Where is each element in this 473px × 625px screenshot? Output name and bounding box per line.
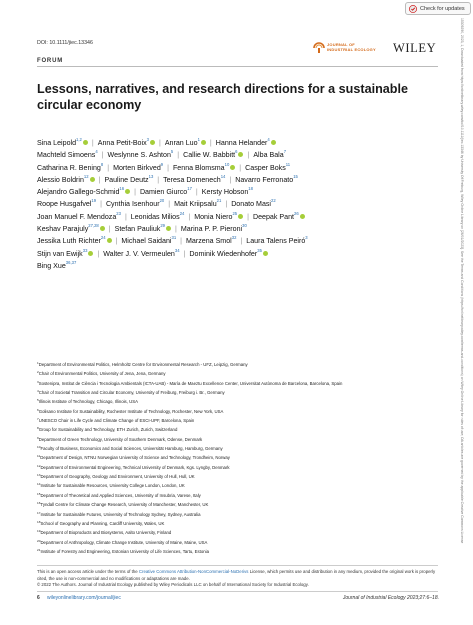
author-name: Stijn van Ewijk: [37, 249, 83, 258]
author-separator: |: [175, 225, 177, 234]
author[interactable]: [37, 161, 104, 172]
author[interactable]: [165, 139, 206, 147]
author-affiliation-ref[interactable]: 31: [171, 235, 177, 241]
author-name: Navarro Ferronato: [235, 175, 294, 184]
author-name: Joan Manuel F. Mendoza: [37, 212, 117, 221]
author-affiliation-ref[interactable]: 35: [257, 247, 262, 253]
affiliation-text: Tyndall Centre for Climate Change Research, University of Manchester, Manchester, UK: [40, 502, 209, 508]
journal-logo-icon: [313, 42, 325, 54]
author-name: Alejandro Gallego-Schmid: [37, 188, 120, 197]
license-text-after: License, which permits use and distribution in any medium, provided the original work is properly cited, the use is non-commercial and no modifications or adaptations are made.: [37, 569, 436, 581]
page-number: 6: [37, 595, 40, 601]
affiliation-number: 1: [37, 361, 39, 365]
author[interactable]: [104, 173, 154, 184]
affiliation-list: [37, 360, 442, 556]
author[interactable]: [103, 247, 180, 258]
author-line: [37, 174, 442, 186]
affiliation-item: [37, 538, 442, 547]
author-affiliation-ref[interactable]: 3: [305, 235, 308, 241]
affiliation-number: 7: [37, 417, 39, 422]
author-affiliation-ref[interactable]: 3: [146, 137, 149, 142]
author[interactable]: [37, 151, 98, 159]
author[interactable]: [202, 188, 253, 196]
author[interactable]: [181, 225, 247, 233]
author-affiliation-ref[interactable]: 17: [187, 186, 192, 192]
author[interactable]: [252, 210, 305, 221]
author-line: [37, 223, 442, 235]
author-name: Weslynne S. Ashton: [107, 151, 171, 160]
download-side-note: [458, 16, 466, 616]
author-separator: |: [180, 237, 182, 246]
affiliation-item: [37, 407, 442, 416]
author-affiliation-ref[interactable]: 24: [179, 210, 185, 216]
affiliation-item: [37, 500, 442, 509]
affiliation-text: Department of Anthropology, Climate Change Institute, University of Maine, Maine, USA: [40, 539, 208, 545]
author-affiliation-ref[interactable]: 29: [160, 223, 166, 229]
author-name: Alessio Boldrin: [37, 175, 84, 184]
author[interactable]: [235, 173, 298, 184]
journal-citation: Journal of Industrial Ecology 2023;27:6–18.: [342, 595, 439, 601]
author-separator: |: [100, 200, 102, 209]
author-separator: |: [91, 139, 94, 147]
author[interactable]: [98, 139, 155, 147]
author-affiliation-ref[interactable]: 9: [160, 161, 164, 167]
author[interactable]: [37, 259, 77, 270]
affiliation-text: Sostenipra, Institut de Ciència i Tecnologia Ambientals (ICTA-UAB) - María de Maeztu Excellence Center, Universitat Autònoma de Barcelona, Barcelona, Spain: [38, 380, 343, 386]
crossmark-icon: [409, 5, 417, 13]
author[interactable]: [37, 247, 93, 258]
author[interactable]: [113, 161, 164, 172]
affiliation-number: 12: [37, 463, 41, 468]
affiliation-text: Department of Design, NTNU Norwegian University of Science and Technology, Trondheim, Norway: [40, 455, 230, 461]
affiliation-text: Chair of Environmental Politics, University of Jena, Jena, Germany: [38, 371, 166, 377]
affiliation-number: 14: [37, 482, 41, 487]
author-name: Donato Masi: [231, 200, 272, 209]
author-name: Sina Leipold: [37, 139, 77, 147]
affiliation-number: 17: [37, 510, 41, 515]
affiliation-text: Department of Bioproducts and Biosystems, Aalto University, Finland: [40, 530, 172, 536]
orcid-icon[interactable]: [100, 226, 105, 231]
author-separator: |: [134, 188, 136, 197]
author[interactable]: [183, 151, 243, 159]
affiliation-item: [37, 379, 442, 388]
author[interactable]: [216, 139, 276, 147]
license-notice: [37, 569, 439, 589]
author-name: Callie W. Babbitt: [183, 151, 236, 160]
footer-divider: [37, 591, 438, 592]
affiliation-item: [37, 360, 442, 369]
author-name: Marzena Smol: [186, 237, 232, 246]
author[interactable]: [189, 247, 268, 258]
author-separator: |: [108, 225, 111, 234]
journal-name-line1: JOURNAL OF: [327, 42, 355, 47]
author[interactable]: [194, 210, 243, 221]
orcid-icon[interactable]: [271, 140, 276, 145]
affiliation-text: Department of Theoretical and Applied Sciences, University of Insubria, Varese, Italy: [40, 492, 201, 498]
author-separator: |: [247, 212, 249, 221]
author[interactable]: [253, 151, 286, 159]
page-footer: [37, 595, 439, 604]
author-separator: |: [115, 237, 118, 246]
author-affiliation-ref[interactable]: 6: [235, 149, 238, 155]
author-name: Alba Bala: [253, 151, 284, 160]
author-name: Deepak Pant: [252, 212, 294, 221]
author-name: Monia Niero: [194, 212, 233, 221]
affiliation-item: [37, 547, 442, 556]
author-name: Walter J. V. Vermeulen: [103, 249, 175, 258]
author-separator: |: [229, 175, 232, 184]
author[interactable]: [37, 188, 130, 196]
affiliation-number: 21: [37, 547, 41, 552]
author-name: Michael Saidani: [121, 237, 172, 246]
author-affiliation-ref[interactable]: 16: [119, 186, 125, 192]
author-name: Mait Kriipsalu: [174, 200, 217, 209]
author-affiliation-ref[interactable]: 26: [293, 210, 299, 216]
author-line: [37, 248, 442, 260]
author-affiliation-ref[interactable]: 4: [95, 149, 98, 155]
orcid-icon[interactable]: [263, 251, 268, 256]
affiliation-number: 10: [37, 445, 41, 450]
author-name: Pauline Deutz: [104, 175, 149, 184]
author-affiliation-ref[interactable]: 24: [100, 235, 106, 241]
affiliation-item: [37, 444, 442, 453]
author-name: Damien Giurco: [139, 188, 188, 197]
author-separator: |: [98, 175, 101, 184]
author-affiliation-ref[interactable]: 34: [174, 247, 180, 253]
author-affiliation-ref[interactable]: 4: [267, 137, 270, 142]
author-name: Roope Husgafvel: [37, 200, 92, 209]
author-name: Anran Luo: [164, 139, 198, 147]
author[interactable]: [172, 161, 235, 172]
author-separator: |: [101, 151, 104, 160]
affiliation-item: [37, 472, 442, 481]
article-title: Lessons, narratives, and research directions for a sustainable circular economy: [37, 82, 408, 112]
author-separator: |: [167, 163, 169, 172]
author-separator: |: [247, 151, 250, 160]
author-name: Teresa Domenech: [163, 175, 221, 184]
doi[interactable]: DOI: 10.1111/jiec.13346: [37, 40, 93, 46]
affiliation-text: Group for Sustainability and Technology, ETH Zurich, Zurich, Switzerland: [38, 427, 178, 433]
author-affiliation-ref[interactable]: 12: [83, 173, 89, 179]
author-name: Kersty Hobson: [201, 188, 249, 197]
author[interactable]: [130, 210, 185, 221]
affiliation-number: 9: [37, 435, 39, 440]
affiliation-item: [37, 510, 442, 519]
author-separator: |: [124, 212, 127, 221]
author-separator: |: [240, 237, 243, 246]
license-divider: [37, 565, 438, 566]
author-name: Anna Petit-Boix: [97, 139, 147, 147]
affiliation-text: Department of Environmental Engineering, Technical University of Denmark, Kgs. Lyngby, Denmark: [40, 464, 230, 470]
affiliation-item: [37, 491, 442, 500]
orcid-icon[interactable]: [300, 214, 305, 219]
author-affiliation-ref[interactable]: 5: [170, 149, 174, 155]
author[interactable]: [37, 200, 96, 208]
author-affiliation-ref[interactable]: 1: [197, 137, 200, 142]
author-name: Casper Boks: [245, 163, 286, 172]
author-name: Stefan Pauliuk: [114, 225, 161, 234]
author[interactable]: [140, 188, 192, 196]
author-affiliation-ref[interactable]: 21: [216, 198, 222, 204]
journal-name-line2: INDUSTRIAL ECOLOGY: [327, 46, 376, 52]
author-separator: |: [239, 163, 242, 172]
author-line: [37, 260, 442, 272]
orcid-icon[interactable]: [107, 238, 112, 243]
affiliation-text: Faculty of Business, Economics and Social Sciences, Universität Hamburg, Hamburg, Germany: [40, 446, 223, 452]
author[interactable]: [121, 237, 176, 245]
author-affiliation-ref[interactable]: 8: [100, 161, 104, 167]
affiliation-text: Department of Environmental Politics, Helmholtz Centre for Environmental Research - UFZ, Leipzig, Germany: [38, 362, 248, 367]
affiliation-item: [37, 425, 442, 434]
author-affiliation-ref[interactable]: 11: [285, 161, 291, 167]
check-for-updates-label: Check for updates: [420, 6, 465, 12]
author[interactable]: [37, 225, 105, 233]
author[interactable]: [115, 225, 171, 233]
author-affiliation-ref[interactable]: 1,2: [76, 137, 82, 142]
author-line: [37, 235, 442, 247]
affiliation-number: 13: [37, 473, 41, 478]
author[interactable]: [108, 151, 174, 159]
author-separator: |: [225, 200, 228, 209]
author-name: Morten Birkved: [113, 163, 161, 172]
affiliation-text: School of Geography and Planning, Cardiff University, Wales, UK: [40, 520, 165, 526]
author-separator: |: [177, 151, 180, 160]
author-affiliation-ref[interactable]: 13: [148, 173, 154, 179]
author-affiliation-ref[interactable]: 18: [248, 186, 253, 192]
author[interactable]: [174, 200, 221, 208]
author-separator: |: [107, 163, 110, 172]
author[interactable]: [186, 237, 236, 245]
author-name: Keshav Parajuly: [37, 225, 89, 234]
author-name: Fenna Blomsma: [172, 163, 225, 172]
author-separator: |: [157, 175, 160, 184]
author-name: Catharina R. Bening: [37, 163, 101, 172]
author-affiliation-ref[interactable]: 23: [116, 210, 121, 216]
author-affiliation-ref[interactable]: 25: [232, 210, 238, 216]
author-separator: |: [158, 139, 161, 147]
author-list: [37, 137, 442, 272]
author-name: Cynthia Isenhour: [105, 200, 160, 209]
author-line: [37, 198, 442, 210]
author[interactable]: [37, 139, 88, 147]
author[interactable]: [245, 161, 291, 172]
author-affiliation-ref[interactable]: 19: [91, 198, 97, 204]
affiliation-item: [37, 453, 442, 462]
author-separator: |: [97, 249, 100, 258]
affiliation-text: UNESCO Chair in Life Cycle and Climate Change of ESCI-UPF, Barcelona, Spain: [38, 418, 195, 424]
affiliation-text: Department of Geography, Geology and Environment, University of Hull, Hull, UK: [40, 474, 195, 480]
journal-name: [327, 43, 376, 52]
author-affiliation-ref[interactable]: 15: [293, 173, 298, 179]
author-separator: |: [195, 188, 198, 197]
check-for-updates-button[interactable]: [405, 2, 471, 15]
author-name: Hanna Helander: [215, 139, 268, 147]
affiliation-text: Illinois Institute of Technology, Chicago, Illinois, USA: [38, 399, 138, 405]
author-affiliation-ref[interactable]: 22: [271, 198, 276, 204]
author-name: Machteld Simoens: [37, 151, 96, 160]
affiliation-number: 5: [37, 398, 39, 403]
affiliation-item: [37, 369, 442, 378]
copyright-notice: © 2022 The Authors. Journal of Industrial Ecology published by Wiley Periodicals LLC on behalf of International Society for Industrial Ecology.: [37, 582, 309, 588]
affiliation-item: [37, 519, 442, 528]
affiliation-number: 15: [37, 491, 41, 496]
author-affiliation-ref[interactable]: 36,37: [65, 259, 77, 265]
author-line: [37, 211, 442, 223]
affiliation-item: [37, 435, 442, 444]
author-affiliation-ref[interactable]: 32: [231, 235, 237, 241]
author[interactable]: [246, 237, 307, 245]
author-affiliation-ref[interactable]: 20: [159, 198, 165, 204]
affiliation-number: 18: [37, 519, 41, 524]
author-affiliation-ref[interactable]: 7: [283, 149, 287, 155]
author-line: [37, 149, 442, 161]
header-divider: [37, 66, 438, 67]
affiliation-text: Golisano Institute for Sustainability, Rochester Institute of Technology, Rochester, New York, USA: [38, 408, 224, 414]
affiliation-number: 19: [37, 529, 41, 534]
journal-logo: [313, 40, 453, 64]
affiliation-number: 20: [37, 538, 41, 543]
author-separator: |: [209, 139, 212, 147]
author[interactable]: [37, 210, 121, 221]
author-name: Leonidas Milios: [130, 212, 180, 221]
author-line: [37, 162, 442, 174]
author-name: Marina P. P. Pieroni: [180, 225, 243, 234]
affiliation-item: [37, 388, 442, 397]
affiliation-item: [37, 463, 442, 472]
author[interactable]: [163, 173, 226, 184]
affiliation-number: 2: [37, 370, 39, 375]
affiliation-number: 4: [37, 389, 39, 394]
affiliation-item: [37, 528, 442, 537]
publisher-name: WILEY: [393, 41, 437, 55]
license-link[interactable]: Creative Commons Attribution-NonCommercial-NoDerivs: [138, 569, 249, 574]
author[interactable]: [37, 237, 112, 245]
author-line: [37, 186, 442, 198]
affiliation-text: Institute for Sustainable Resources, University College London, London, UK: [40, 483, 185, 489]
affiliation-item: [37, 397, 442, 406]
download-side-note-text: 15309290, 2023, 1, Downloaded from https://onlinelibrary.wiley.com/doi/10.1111/jiec.13346 by University Of Freiburg, Wiley Online Library on [26/01/2023]. See the Terms and Conditions (https://onlinelibrary.wiley.com/terms-and-conditions) on Wiley Online Library for rules of use; OA articles are governed by the applicable Creative Commons License: [460, 18, 464, 544]
author-line: [37, 137, 442, 149]
affiliation-item: [37, 416, 442, 425]
author-name: Laura Talens Peiró: [246, 237, 306, 246]
affiliation-text: Chair of Societal Transition and Circular Economy, University of Freiburg, Freiburg i. Br., Germany: [38, 390, 225, 396]
author-separator: |: [168, 200, 171, 209]
author-affiliation-ref[interactable]: 14: [220, 173, 226, 179]
author-name: Dominik Wiedenhofer: [189, 249, 258, 258]
orcid-icon[interactable]: [90, 177, 95, 182]
affiliation-number: 8: [37, 426, 39, 431]
author-name: Jessika Luth Richter: [37, 237, 101, 246]
author-affiliation-ref[interactable]: 10: [224, 161, 230, 167]
affiliation-item: [37, 481, 442, 490]
author-separator: |: [188, 212, 191, 221]
author-affiliation-ref[interactable]: 27,28: [88, 223, 99, 229]
affiliation-text: Department of Green Technology, University of Southern Denmark, Odense, Denmark: [38, 436, 203, 442]
license-text-before: This is an open access article under the terms of the: [37, 569, 139, 574]
affiliation-number: 16: [37, 501, 41, 506]
journal-website-link[interactable]: wileyonlinelibrary.com/journal/jiec: [47, 595, 121, 601]
affiliation-number: 11: [37, 454, 41, 459]
author[interactable]: [231, 200, 276, 208]
affiliation-number: 3: [37, 379, 39, 384]
section-label: FORUM: [37, 58, 63, 64]
author-affiliation-ref[interactable]: 30: [242, 223, 247, 229]
author[interactable]: [37, 173, 95, 184]
author-affiliation-ref[interactable]: 33: [82, 247, 88, 253]
author-separator: |: [183, 249, 186, 258]
author[interactable]: [106, 200, 164, 208]
affiliation-text: Institute of Forestry and Engineering, Estonian University of Life Sciences, Tartu, Estonia: [40, 548, 209, 554]
author-name: Bing Xue: [37, 261, 66, 270]
affiliation-text: Institute for Sustainable Futures, University of Technology Sydney, Sydney, Australia: [40, 511, 201, 517]
affiliation-number: 6: [37, 407, 39, 412]
